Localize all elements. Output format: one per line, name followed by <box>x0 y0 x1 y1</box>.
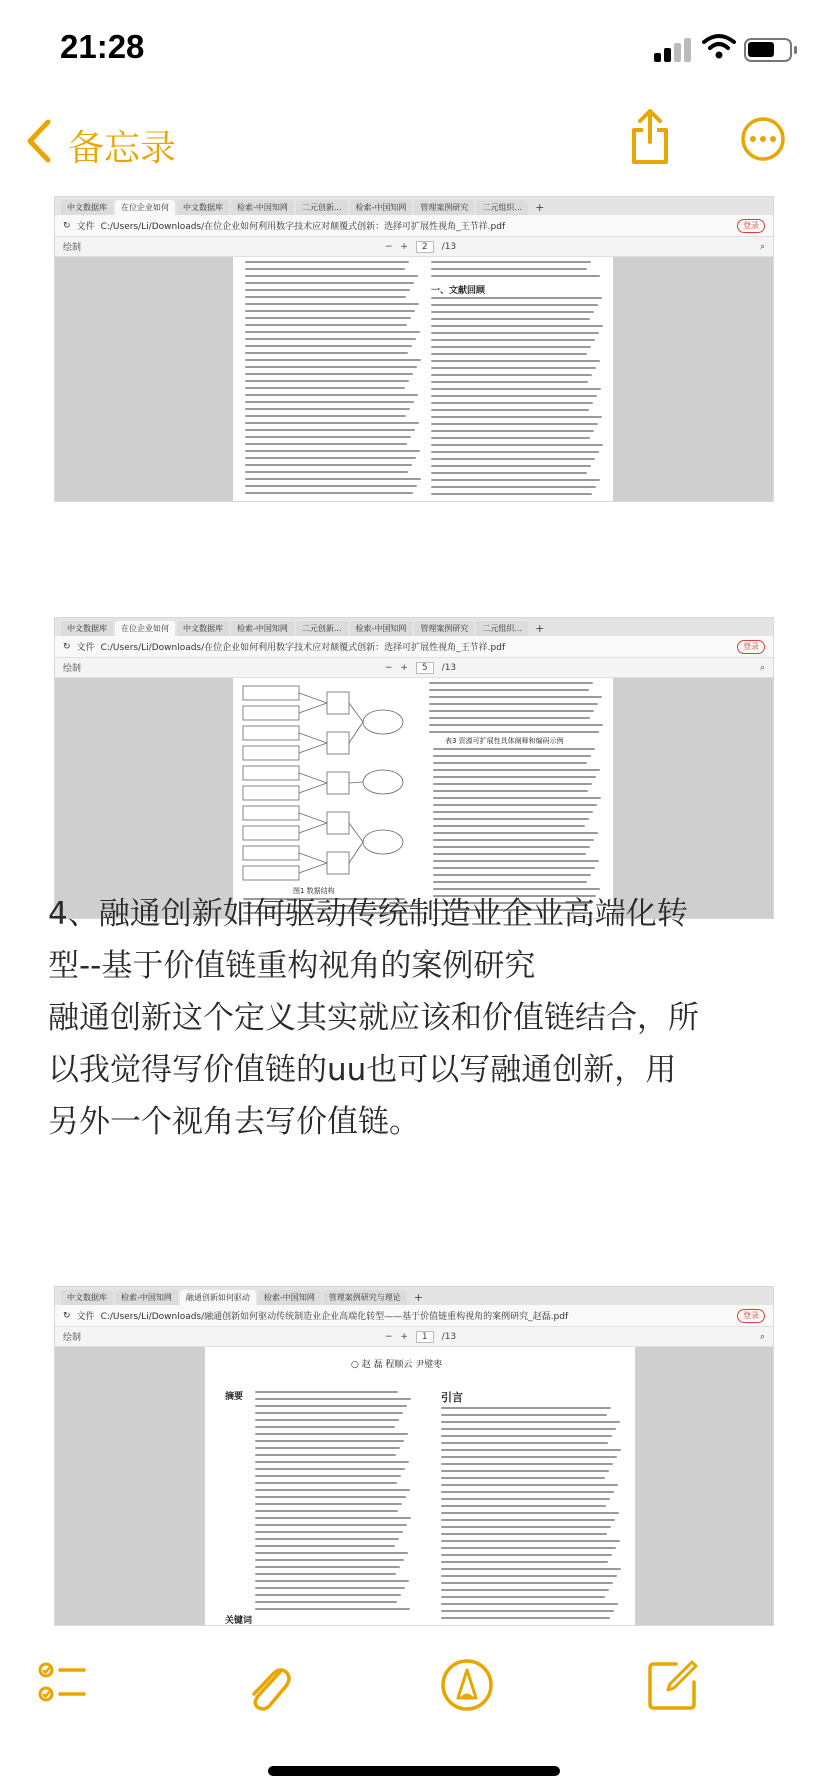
page-number-input[interactable]: 2 <box>416 241 434 253</box>
keywords-label: 关键词 <box>225 1616 253 1626</box>
pdf-text-line <box>441 1442 608 1444</box>
draw-tool[interactable]: 绘制 <box>63 664 82 674</box>
pdf-text-line <box>245 380 409 382</box>
pdf-text-line <box>441 1568 621 1570</box>
back-button-label[interactable]: 备忘录 <box>68 128 177 169</box>
pdf-text-line <box>441 1519 615 1521</box>
pdf-text-line <box>245 338 416 340</box>
pdf-text-line <box>441 1484 618 1486</box>
zoom-in-icon[interactable]: + <box>400 1331 408 1342</box>
browser-tab[interactable]: 二元组织... <box>476 621 528 636</box>
pdf-text-line <box>429 717 590 719</box>
embedded-screenshot-2[interactable] <box>54 617 774 919</box>
pdf-viewer <box>55 257 773 502</box>
pdf-text-line <box>431 395 597 397</box>
pdf-text-line <box>431 437 590 439</box>
pdf-text-line <box>245 268 405 270</box>
pdf-text-line <box>255 1608 410 1610</box>
browser-tab[interactable]: 检索-中国知网 <box>350 621 413 636</box>
browser-tab[interactable]: 检索-中国知网 <box>350 200 413 215</box>
address-bar[interactable] <box>55 215 773 237</box>
pdf-text-line <box>441 1491 614 1493</box>
pdf-text-line <box>255 1510 398 1512</box>
browser-tab[interactable]: 二元组织... <box>476 200 528 215</box>
pdf-text-line <box>441 1540 620 1542</box>
pdf-toolbar <box>55 1327 773 1347</box>
pdf-text-line <box>245 359 421 361</box>
pdf-text-line <box>433 776 596 778</box>
reload-icon[interactable]: ↻ <box>63 220 71 231</box>
pdf-text-line <box>255 1447 400 1449</box>
table-caption: 表3 资源可扩展性具体阐释和编码示例 <box>445 737 564 745</box>
pdf-page <box>233 257 613 502</box>
note-line: 融通创新这个定义其实就应该和价值链结合，所 <box>48 1000 699 1036</box>
pdf-page <box>205 1347 635 1626</box>
pdf-text-line <box>255 1531 403 1533</box>
pdf-text-line <box>245 471 408 473</box>
reload-icon[interactable]: ↻ <box>63 641 71 652</box>
pdf-text-line <box>433 818 589 820</box>
pdf-text-line <box>431 444 603 446</box>
pdf-text-line <box>255 1405 407 1407</box>
login-button[interactable]: 登录 <box>737 219 765 233</box>
pdf-text-line <box>255 1482 397 1484</box>
pdf-text-line <box>441 1498 610 1500</box>
pdf-text-line <box>441 1512 619 1514</box>
pdf-text-line <box>431 367 596 369</box>
pdf-text-line <box>245 310 415 312</box>
pdf-text-line <box>255 1398 411 1400</box>
pdf-text-line <box>433 867 595 869</box>
pdf-text-line <box>255 1489 410 1491</box>
pdf-text-line <box>433 755 591 757</box>
pdf-text-line <box>255 1440 404 1442</box>
pdf-text-line <box>255 1552 408 1554</box>
pdf-text-line <box>245 436 411 438</box>
embedded-screenshot-3[interactable] <box>54 1286 774 1626</box>
pdf-text-line <box>441 1561 608 1563</box>
pdf-text-line <box>255 1559 404 1561</box>
pdf-viewer <box>55 678 773 919</box>
pdf-text-line <box>255 1538 399 1540</box>
pdf-text-line <box>433 860 599 862</box>
pdf-text-line <box>431 451 599 453</box>
draw-tool[interactable]: 绘制 <box>63 243 82 253</box>
pdf-text-line <box>433 846 590 848</box>
pdf-text-line <box>245 478 421 480</box>
browser-tab[interactable]: 二元创新... <box>296 200 348 215</box>
pdf-text-line <box>245 485 417 487</box>
note-line: 型--基于价值链重构视角的案例研究 <box>48 948 536 984</box>
reload-icon[interactable]: ↻ <box>63 1310 71 1321</box>
pdf-text-line <box>245 422 419 424</box>
browser-tab-bar <box>55 618 773 636</box>
pdf-page <box>233 678 613 919</box>
pdf-text-line <box>255 1496 406 1498</box>
page-total: /13 <box>441 241 457 252</box>
pdf-text-line <box>245 464 412 466</box>
new-tab-icon[interactable]: + <box>535 201 545 214</box>
pdf-text-line <box>431 458 595 460</box>
zoom-in-icon[interactable]: + <box>400 662 408 673</box>
pdf-text-line <box>429 724 603 726</box>
pdf-text-line <box>245 275 418 277</box>
login-button[interactable]: 登录 <box>737 640 765 654</box>
browser-tab[interactable]: 中文数据库 <box>61 1290 113 1305</box>
pdf-viewer <box>55 1347 773 1626</box>
page-number-input[interactable]: 1 <box>416 1331 434 1343</box>
pdf-text-line <box>431 261 591 263</box>
pdf-text-line <box>431 430 594 432</box>
pdf-text-line <box>441 1603 618 1605</box>
pdf-text-line <box>245 450 420 452</box>
browser-tab[interactable]: 检索-中国知网 <box>231 621 294 636</box>
search-icon[interactable]: ⌕ <box>759 241 765 252</box>
pdf-text-line <box>245 296 406 298</box>
pdf-text-line <box>431 409 589 411</box>
back-chevron-icon[interactable] <box>22 118 56 164</box>
pdf-text-line <box>429 703 598 705</box>
note-line: 4、融通创新如何驱动传统制造业企业高端化转 <box>48 896 688 932</box>
pdf-text-line <box>431 332 599 334</box>
pdf-text-line <box>255 1517 411 1519</box>
pdf-text-line <box>433 769 600 771</box>
pdf-text-line <box>245 289 410 291</box>
pdf-text-line <box>245 408 410 410</box>
pdf-text-line <box>431 339 595 341</box>
browser-tab[interactable]: 管理案例研究 <box>414 621 474 636</box>
compose-icon[interactable] <box>646 1658 700 1712</box>
pdf-text-line <box>441 1547 616 1549</box>
address-url[interactable]: C:/Users/Li/Downloads/在位企业如何利用数字技术应对颠覆式创新：选择可扩展性视角_王节祥.pdf <box>100 643 506 653</box>
login-button[interactable]: 登录 <box>737 1309 765 1323</box>
intro-heading: 引言 <box>441 1391 463 1404</box>
status-time: 21:28 <box>60 28 145 65</box>
pdf-text-line <box>441 1456 617 1458</box>
file-label: 文件 <box>76 1312 95 1322</box>
address-bar[interactable] <box>55 1305 773 1327</box>
pdf-text-line <box>255 1573 396 1575</box>
zoom-out-icon[interactable]: − <box>384 241 393 252</box>
pdf-text-line <box>255 1412 403 1414</box>
pdf-text-line <box>429 682 593 684</box>
pdf-text-line <box>245 415 406 417</box>
pdf-text-line <box>441 1463 613 1465</box>
pdf-text-line <box>431 402 593 404</box>
pdf-text-line <box>431 423 598 425</box>
pdf-toolbar <box>55 237 773 257</box>
pdf-text-line <box>255 1454 396 1456</box>
bottom-toolbar <box>0 1640 828 1750</box>
pdf-text-line <box>255 1468 405 1470</box>
pdf-text-line <box>245 387 405 389</box>
pdf-text-line <box>441 1421 620 1423</box>
pdf-text-line <box>255 1461 409 1463</box>
pdf-text-line <box>441 1477 605 1479</box>
pdf-text-line <box>433 762 587 764</box>
pdf-text-line <box>441 1414 607 1416</box>
pdf-text-line <box>433 811 593 813</box>
pdf-heading: 一、文献回顾 <box>431 286 486 296</box>
browser-tab[interactable]: 检索-中国知网 <box>258 1290 321 1305</box>
browser-tab[interactable]: 检索-中国知网 <box>231 200 294 215</box>
browser-tab[interactable]: 在位企业如何 <box>115 621 175 636</box>
pdf-text-line <box>431 353 587 355</box>
wifi-icon <box>702 32 736 60</box>
pdf-text-line <box>255 1601 397 1603</box>
browser-tab[interactable]: 管理案例研究 <box>414 200 474 215</box>
browser-tab[interactable]: 在位企业如何 <box>115 200 175 215</box>
pdf-text-line <box>255 1594 401 1596</box>
address-url[interactable]: C:/Users/Li/Downloads/融通创新如何驱动传统制造业企业高端化转型——基于价值链重构视角的案例研究_赵磊.pdf <box>100 1312 569 1322</box>
pdf-text-line <box>441 1575 617 1577</box>
pdf-text-line <box>245 373 413 375</box>
pdf-text-line <box>431 360 600 362</box>
file-label: 文件 <box>76 222 95 232</box>
embedded-screenshot-1[interactable] <box>54 196 774 502</box>
pdf-text-line <box>429 710 594 712</box>
page-total: /13 <box>441 1331 457 1342</box>
pdf-text-line <box>433 748 595 750</box>
pdf-text-line <box>431 374 592 376</box>
pdf-text-line <box>441 1617 610 1619</box>
pdf-text-line <box>245 394 418 396</box>
pdf-text-line <box>441 1533 607 1535</box>
browser-tab[interactable]: 检索-中国知网 <box>115 1290 178 1305</box>
note-line: 以我觉得写价值链的uu也可以写融通创新，用 <box>48 1052 677 1088</box>
search-icon[interactable]: ⌕ <box>759 662 765 673</box>
pdf-text-line <box>433 874 591 876</box>
pdf-text-line <box>431 472 587 474</box>
pdf-text-line <box>433 783 592 785</box>
pdf-text-line <box>433 853 586 855</box>
pdf-text-line <box>255 1524 407 1526</box>
home-indicator <box>268 1766 560 1776</box>
draw-tool[interactable]: 绘制 <box>63 1333 82 1343</box>
browser-tab-bar <box>55 1287 773 1305</box>
new-tab-icon[interactable]: + <box>413 1291 423 1304</box>
note-paragraph[interactable] <box>48 888 788 1148</box>
browser-tab[interactable]: 中文数据库 <box>177 621 229 636</box>
pdf-text-line <box>433 881 587 883</box>
pdf-text-line <box>245 331 420 333</box>
address-url[interactable]: C:/Users/Li/Downloads/在位企业如何利用数字技术应对颠覆式创新：选择可扩展性视角_王节祥.pdf <box>100 222 506 232</box>
pdf-text-line <box>441 1435 612 1437</box>
pdf-text-line <box>255 1433 408 1435</box>
pdf-text-line <box>255 1587 405 1589</box>
pdf-text-line <box>433 797 601 799</box>
page-number-input[interactable]: 5 <box>416 662 434 674</box>
browser-tab[interactable]: 融通创新如何驱动 <box>180 1290 256 1305</box>
status-bar <box>0 0 828 100</box>
pdf-text-line <box>431 381 588 383</box>
pdf-text-line <box>441 1596 605 1598</box>
pdf-text-line <box>245 443 407 445</box>
browser-tab[interactable]: 中文数据库 <box>61 200 113 215</box>
pdf-text-line <box>431 346 591 348</box>
browser-tab[interactable]: 管理案例研究与理论 <box>323 1290 407 1305</box>
data-structure-figure <box>241 682 421 882</box>
pdf-text-line <box>245 401 414 403</box>
note-line: 另外一个视角去写价值链。 <box>48 1104 420 1140</box>
pdf-text-line <box>441 1610 614 1612</box>
pdf-text-line <box>245 282 414 284</box>
pdf-text-line <box>245 261 409 263</box>
markup-pen-icon[interactable] <box>440 1658 494 1712</box>
abstract-label: 摘要 <box>225 1392 244 1402</box>
pdf-text-line <box>431 465 591 467</box>
pdf-text-line <box>431 297 602 299</box>
pdf-text-line <box>433 825 585 827</box>
pdf-text-line <box>255 1419 399 1421</box>
pdf-text-line <box>441 1505 606 1507</box>
pdf-text-line <box>433 832 598 834</box>
pdf-text-line <box>245 492 413 494</box>
pdf-text-line <box>429 696 602 698</box>
share-icon[interactable] <box>630 108 670 166</box>
browser-tab[interactable]: 中文数据库 <box>177 200 229 215</box>
pdf-text-line <box>441 1407 611 1409</box>
pdf-text-line <box>441 1526 611 1528</box>
pdf-text-line <box>433 804 597 806</box>
pdf-text-line <box>255 1503 402 1505</box>
page-total: /13 <box>441 662 457 673</box>
pdf-text-line <box>255 1475 401 1477</box>
pdf-text-line <box>431 268 587 270</box>
pdf-toolbar <box>55 658 773 678</box>
pdf-text-line <box>431 304 598 306</box>
pdf-text-line <box>431 479 600 481</box>
new-tab-icon[interactable]: + <box>535 622 545 635</box>
pdf-text-line <box>245 429 415 431</box>
pdf-text-line <box>431 416 602 418</box>
nav-bar <box>0 100 828 190</box>
address-bar[interactable] <box>55 636 773 658</box>
pdf-text-line <box>441 1589 609 1591</box>
pdf-text-line <box>433 790 588 792</box>
pdf-text-line <box>255 1426 395 1428</box>
zoom-out-icon[interactable]: − <box>384 1331 393 1342</box>
pdf-text-line <box>255 1580 409 1582</box>
figure-caption: 图1 数据结构 <box>293 887 335 895</box>
pdf-text-line <box>245 352 408 354</box>
pdf-text-line <box>433 839 594 841</box>
browser-tab[interactable]: 中文数据库 <box>61 621 113 636</box>
pdf-text-line <box>255 1545 395 1547</box>
pdf-text-line <box>431 325 603 327</box>
pdf-text-line <box>441 1449 621 1451</box>
pdf-text-line <box>245 457 416 459</box>
paperclip-icon[interactable] <box>240 1658 294 1712</box>
pdf-text-line <box>245 317 411 319</box>
search-icon[interactable]: ⌕ <box>759 1331 765 1342</box>
pdf-text-line <box>431 275 600 277</box>
pdf-text-line <box>245 366 417 368</box>
pdf-text-line <box>431 493 592 495</box>
pdf-text-line <box>431 318 590 320</box>
paper-authors: ○ 赵 磊 程顺云 尹璧枣 <box>351 1360 443 1370</box>
pdf-text-line <box>431 388 601 390</box>
pdf-text-line <box>255 1391 398 1393</box>
pdf-text-line <box>441 1470 609 1472</box>
more-icon[interactable] <box>740 116 786 162</box>
pdf-text-line <box>431 311 594 313</box>
pdf-text-line <box>255 1566 400 1568</box>
pdf-text-line <box>429 731 599 733</box>
pdf-text-line <box>431 486 596 488</box>
browser-tab-bar <box>55 197 773 215</box>
browser-tab[interactable]: 二元创新... <box>296 621 348 636</box>
zoom-in-icon[interactable]: + <box>400 241 408 252</box>
battery-icon <box>744 38 792 62</box>
pdf-text-line <box>441 1582 613 1584</box>
pdf-text-line <box>245 345 412 347</box>
pdf-text-line <box>441 1554 612 1556</box>
zoom-out-icon[interactable]: − <box>384 662 393 673</box>
pdf-text-line <box>245 303 419 305</box>
file-label: 文件 <box>76 643 95 653</box>
cellular-signal-icon <box>654 36 698 62</box>
pdf-text-line <box>441 1428 616 1430</box>
checklist-icon[interactable] <box>36 1658 90 1712</box>
pdf-text-line <box>429 689 589 691</box>
pdf-text-line <box>245 324 407 326</box>
